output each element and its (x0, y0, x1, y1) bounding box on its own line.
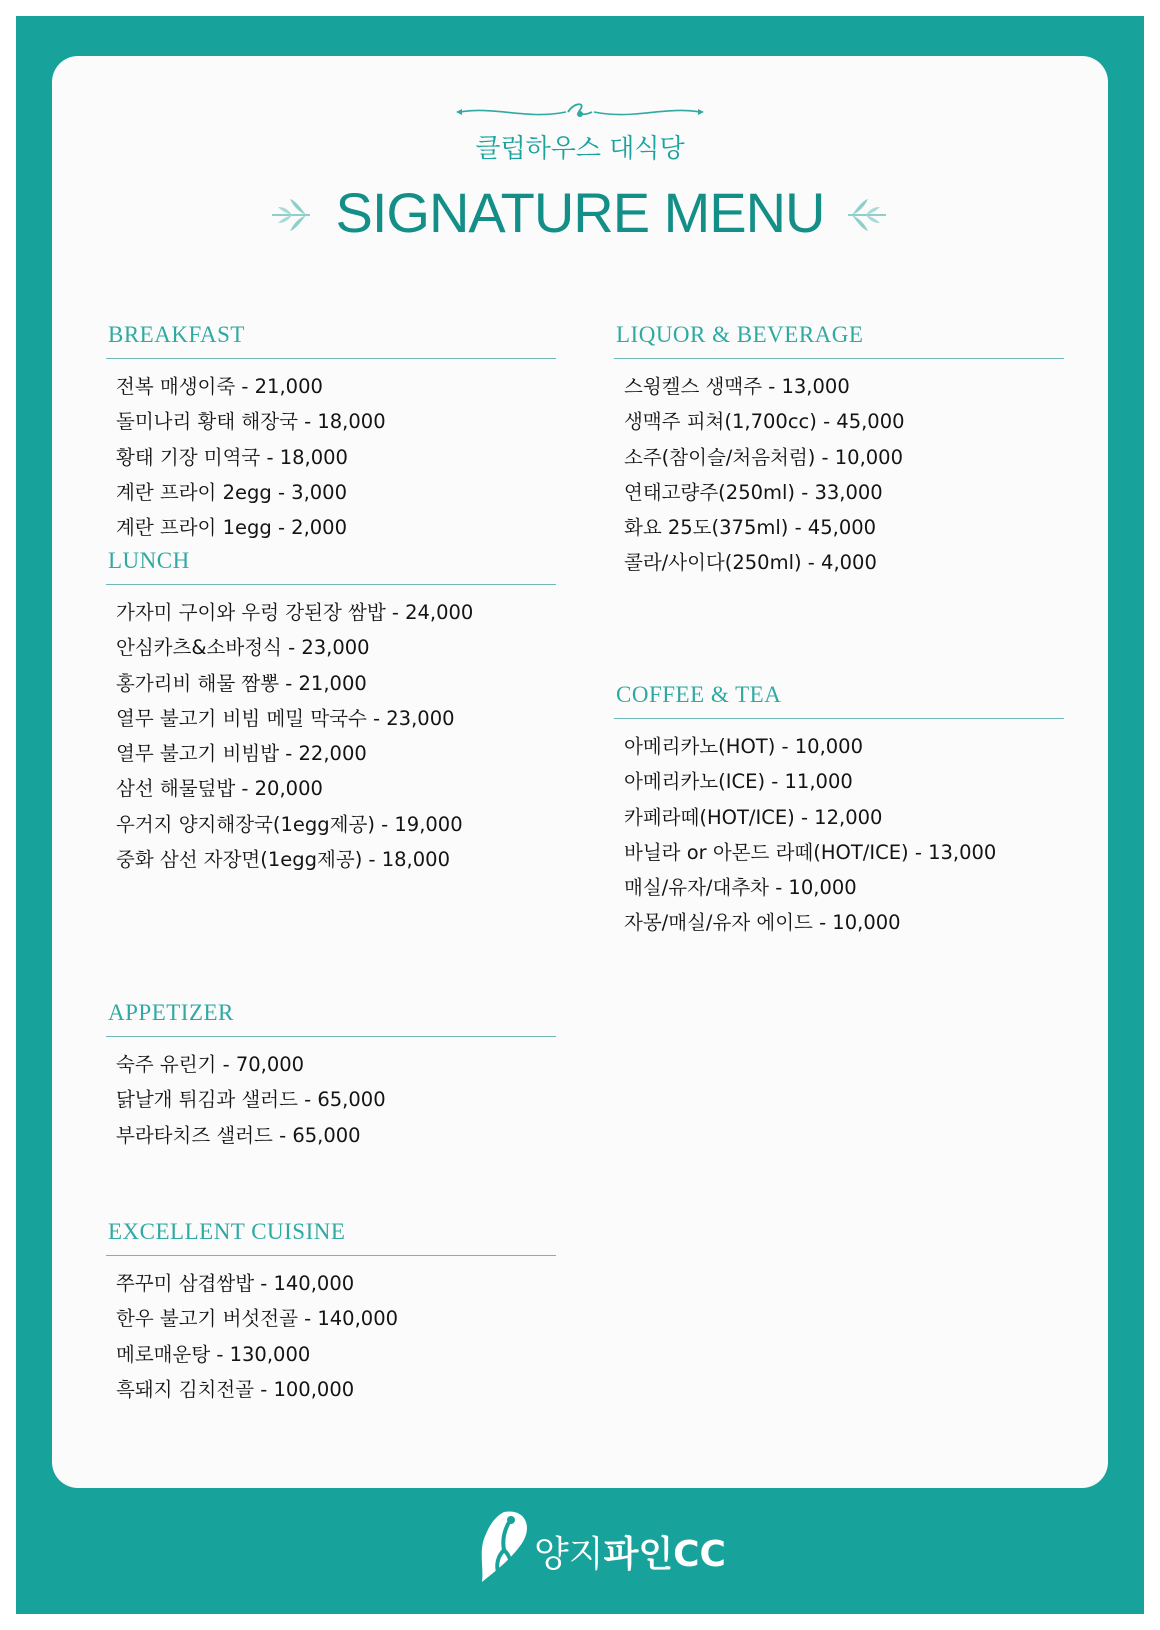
menu-item: 삼선 해물덮밥 - 20,000 (116, 777, 323, 801)
ornament-top-icon (456, 102, 704, 124)
menu-item: 스윙켈스 생맥주 - 13,000 (624, 375, 850, 398)
menu-item: 안심카츠&소바정식 - 23,000 (116, 636, 370, 660)
menu-item: 콜라/사이다(250ml) - 4,000 (624, 551, 877, 575)
menu-item: 메로매운탕 - 130,000 (116, 1342, 311, 1366)
section-divider (106, 1036, 556, 1037)
logo-text-part2: 파인CC (603, 1534, 726, 1575)
section-divider (106, 358, 556, 359)
menu-item: 황태 기장 미역국 - 18,000 (116, 445, 348, 469)
menu-item: 전복 매생이죽 - 21,000 (116, 375, 323, 398)
menu-item: 닭날개 튀김과 샐러드 - 65,000 (116, 1088, 386, 1112)
menu-item: 아메리카노(ICE) - 11,000 (624, 770, 853, 794)
section-divider (614, 718, 1064, 719)
menu-list (106, 1266, 556, 1407)
menu-item: 부라타치즈 샐러드 - 65,000 (116, 1123, 361, 1147)
logo-text-part1: 양지 (534, 1534, 604, 1575)
menu-item: 소주(참이슬/처음처럼) - 10,000 (624, 445, 903, 469)
menu-item: 돌미나리 황태 해장국 - 18,000 (116, 410, 386, 434)
section-liquor-beverage (614, 322, 1064, 581)
club-logo (474, 1506, 726, 1586)
menu-item: 중화 삼선 자장면(1egg제공) - 18,000 (116, 848, 450, 872)
menu-item: 계란 프라이 2egg - 3,000 (116, 480, 347, 504)
menu-item: 열무 불고기 비빔 메밀 막국수 - 23,000 (116, 706, 455, 730)
golfer-swoosh-icon (474, 1506, 534, 1586)
menu-item: 매실/유자/대추차 - 10,000 (624, 876, 857, 900)
section-heading: COFFEE & TEA (616, 682, 782, 707)
logo-text (534, 1526, 726, 1577)
menu-list (106, 595, 556, 877)
menu-item: 쭈꾸미 삼겹쌈밥 - 140,000 (116, 1272, 355, 1295)
section-heading: LUNCH (108, 548, 190, 573)
menu-item: 가자미 구이와 우렁 강된장 쌈밥 - 24,000 (116, 601, 474, 624)
menu-item: 열무 불고기 비빔밥 - 22,000 (116, 742, 367, 766)
menu-item: 화요 25도(375ml) - 45,000 (624, 516, 877, 540)
section-breakfast (106, 322, 556, 545)
menu-item: 흑돼지 김치전골 - 100,000 (116, 1377, 355, 1401)
menu-item: 홍가리비 해물 짬뽕 - 21,000 (116, 671, 367, 695)
restaurant-subtitle: 클럽하우스 대식당 (475, 134, 685, 164)
menu-item: 숙주 유린기 - 70,000 (116, 1053, 305, 1076)
section-heading: BREAKFAST (108, 322, 245, 347)
menu-item: 바닐라 or 아몬드 라떼(HOT/ICE) - 13,000 (624, 840, 997, 864)
section-divider (614, 358, 1064, 359)
section-coffee-tea (614, 682, 1064, 941)
page-title: SIGNATURE MENU (335, 181, 825, 244)
flourish-right-icon (844, 197, 888, 233)
menu-item: 계란 프라이 1egg - 2,000 (116, 516, 347, 540)
menu-item: 자몽/매실/유자 에이드 - 10,000 (624, 911, 901, 935)
menu-item: 한우 불고기 버섯전골 - 140,000 (116, 1307, 399, 1331)
menu-item: 우거지 양지해장국(1egg제공) - 19,000 (116, 812, 463, 836)
section-divider (106, 1255, 556, 1256)
menu-item: 아메리카노(HOT) - 10,000 (624, 735, 863, 758)
menu-item: 연태고량주(250ml) - 33,000 (624, 480, 883, 504)
menu-list (614, 729, 1064, 941)
section-appetizer (106, 1000, 556, 1153)
menu-list (614, 369, 1064, 581)
section-heading: LIQUOR & BEVERAGE (616, 322, 864, 347)
flourish-left-icon (270, 197, 314, 233)
menu-item: 카페라떼(HOT/ICE) - 12,000 (624, 805, 883, 829)
section-heading: EXCELLENT CUISINE (108, 1219, 346, 1244)
section-excellent-cuisine (106, 1219, 556, 1407)
section-heading: APPETIZER (108, 1000, 234, 1025)
section-divider (106, 584, 556, 585)
menu-item: 생맥주 피쳐(1,700cc) - 45,000 (624, 410, 905, 434)
menu-list (106, 1047, 556, 1153)
section-lunch (106, 548, 556, 877)
menu-list (106, 369, 556, 545)
